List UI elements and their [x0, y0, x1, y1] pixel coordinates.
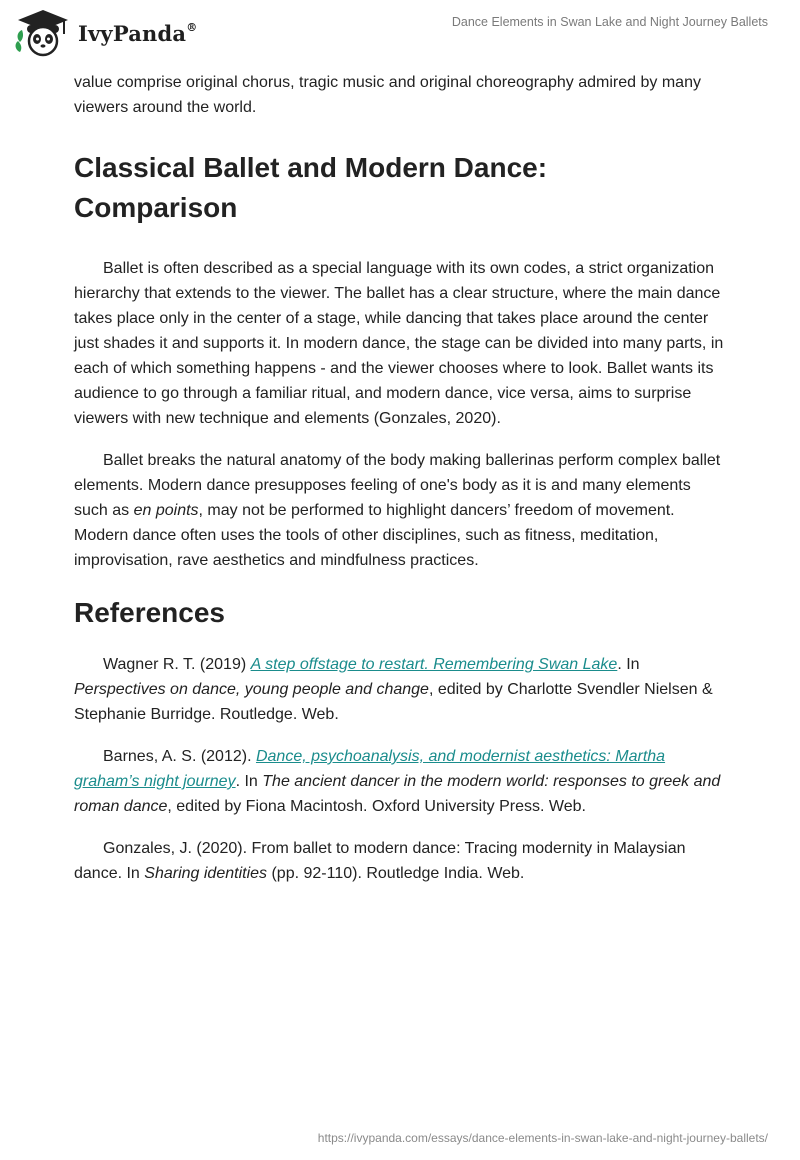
- document-title: Dance Elements in Swan Lake and Night Journey Ballets: [451, 15, 768, 29]
- intro-paragraph: value comprise original chorus, tragic music and original choreography admired by many viewers around the world.: [74, 74, 701, 116]
- logo-wordmark: IvyPanda®: [78, 20, 198, 46]
- reference-item: Barnes, A. S. (2012). Dance, psychoanalysis, and modernist aesthetics: Martha graham’s night journey. In The ancient dancer in the modern world: responses to greek and roman dance, edited by Fiona Macintosh. Oxford University Press. Web.: [74, 748, 721, 815]
- reference-item: Gonzales, J. (2020). From ballet to modern dance: Tracing modernity in Malaysian dance. In Sharing identities (pp. 92-110). Routledge India. Web.: [74, 840, 686, 882]
- references-heading: References: [74, 597, 225, 628]
- page-header: [0, 0, 800, 66]
- reference-item: Wagner R. T. (2019) A step offstage to restart. Remembering Swan Lake. In Perspectives on dance, young people and change, edited by Charlotte Svendler Nielsen & Stephanie Burridge. Routledge. Web.: [74, 656, 713, 723]
- ivypanda-logo[interactable]: [14, 8, 197, 58]
- essay-content: [74, 70, 726, 886]
- reference-link[interactable]: Dance, psychoanalysis, and modernist aesthetics: Martha graham’s night journey: [74, 748, 666, 790]
- reference-link[interactable]: A step offstage to restart. Remembering Swan Lake: [250, 656, 618, 673]
- section-heading-comparison: Classical Ballet and Modern Dance: Comparison: [74, 152, 548, 223]
- footer-source-url[interactable]: https://ivypanda.com/essays/dance-elements-in-swan-lake-and-night-journey-ballets/: [317, 1131, 768, 1145]
- comparison-paragraph-1: Ballet is often described as a special language with its own codes, a strict organization hierarchy that extends to the viewer. The ballet has a clear structure, where the main dance takes place only in the center of a stage, while dancing that takes place around the center just shades it and supports it. In modern dance, the stage can be divided into many parts, in each of which something happens - and the viewer chooses where to look. Ballet wants its audience to go through a familiar ritual, and modern dance, vice versa, aims to surprise viewers with new technique and elements (Gonzales, 2020).: [74, 260, 724, 427]
- comparison-paragraph-2: Ballet breaks the natural anatomy of the body making ballerinas perform complex ballet elements. Modern dance presupposes feeling of one's body as it is and many elements such as en points, may not be performed to highlight dancers’ freedom of movement. Modern dance often uses the tools of other disciplines, such as fitness, meditation, improvisation, rave aesthetics and mindfulness practices.: [74, 452, 721, 569]
- panda-graduate-icon: [14, 8, 72, 58]
